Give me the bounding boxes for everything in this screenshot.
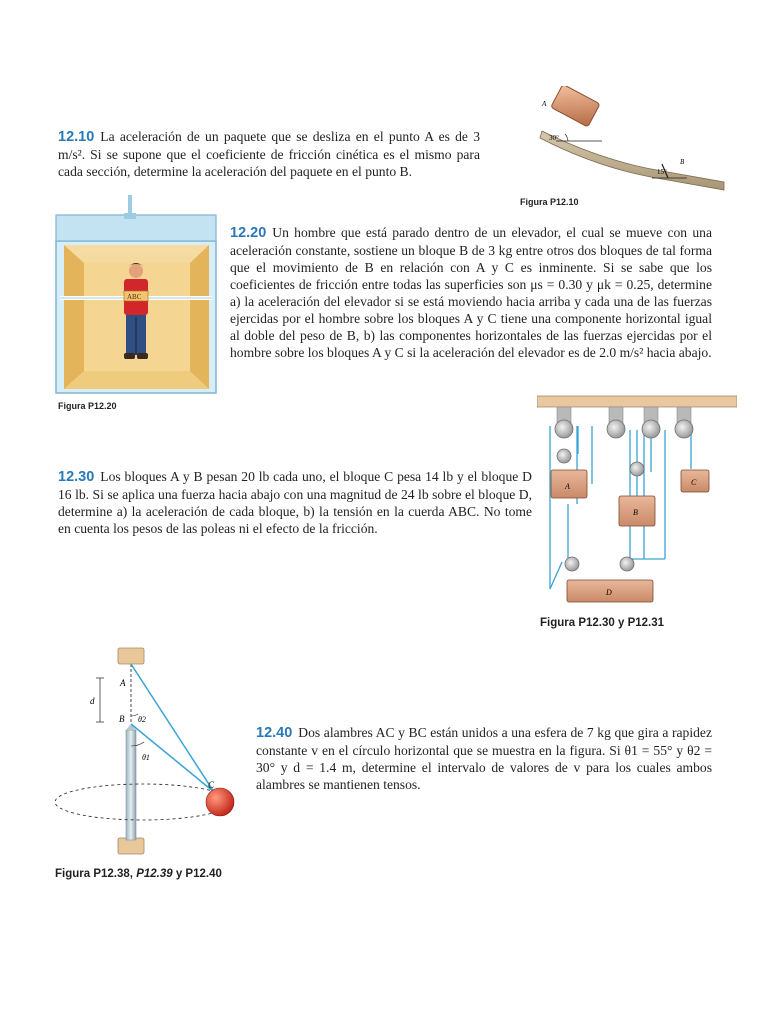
problem-number: 12.10: [58, 129, 95, 145]
label-theta1: θ1: [142, 753, 150, 762]
label-c: C: [691, 478, 697, 487]
problem-text: Los bloques A y B pesan 20 lb cada uno, el bloque C pesa 14 lb y el bloque D 16 lb. Si se aplica una fuerza hacia abajo con una magnitud de 24 lb sobre el bloque D, determine a) la aceleración de cada bloque, b) la tensión en la cuerda ABC. No tome en cuenta los pesos de las poleas ni el efecto de la fricción.: [58, 469, 532, 536]
caption-part: Figura P12.38,: [55, 868, 137, 880]
blocks-label: ABC: [127, 293, 142, 301]
problem-12-40: [256, 724, 712, 793]
problem-number: 12.30: [58, 469, 95, 485]
label-b: B: [119, 714, 125, 724]
figure-p12-40-sphere: [50, 642, 260, 864]
label-b: B: [633, 508, 638, 517]
figure-caption: Figura P12.20: [58, 401, 117, 411]
figure-caption: Figura P12.10: [520, 197, 579, 207]
problem-number: 12.20: [230, 225, 267, 241]
figure-p12-10: [512, 86, 734, 196]
label-c: C: [208, 780, 215, 790]
label-a: A: [565, 482, 570, 491]
label-d: d: [90, 696, 95, 706]
problem-text: Dos alambres AC y BC están unidos a una esfera de 7 kg que gira a rapidez constante v en el círculo horizontal que se muestra en la figura. Si θ1 = 55° y θ2 = 30° y d = 1.4 m, determine el intervalo de valores de v para los cuales ambos alambres se mantienen tensos.: [256, 725, 712, 792]
problem-12-10: [58, 128, 480, 180]
package-box: [551, 86, 600, 127]
figure-caption: Figura P12.30 y P12.31: [540, 617, 665, 629]
label-d: D: [606, 588, 612, 597]
problem-text: La aceleración de un paquete que se desliza en el punto A es de 3 m/s². Si se supone que el coeficiente de fricción cinética es el mismo para cada sección, determine la aceleración del paquete en el punto B.: [58, 129, 480, 179]
problem-number: 12.40: [256, 725, 293, 741]
label-angle-15: 15°: [657, 168, 667, 176]
sphere: [206, 788, 234, 816]
label-angle-30: 30°: [549, 134, 559, 142]
caption-part-italic: P12.39: [136, 868, 173, 880]
figure-p12-20-elevator: [54, 193, 219, 396]
problem-12-20: [230, 224, 712, 361]
problem-text: Un hombre que está parado dentro de un elevador, el cual se mueve con una aceleración constante, sostiene un bloque B de 3 kg entre otros dos bloques de tal forma que el movimiento de B en relación con A y C es inminente. Si se sabe que los coeficientes de fricción entre todas las superficies son μs = 0.30 y μk = 0.25, determine a) la aceleración del elevador si se está moviendo hacia arriba y cada una de las fuerzas ejercidas por el hombre sobre los bloques A y C tiene una componente horizontal igual al doble del peso de B, b) las componentes horizontales de las fuerzas ejercidas por el hombre sobre los bloques A y C si la aceleración del elevador es de 2.0 m/s² hacia abajo.: [230, 225, 712, 360]
label-b: B: [680, 158, 685, 166]
label-a: A: [542, 100, 547, 108]
problem-12-30: [58, 468, 532, 537]
label-theta2: θ2: [138, 715, 146, 724]
label-a: A: [120, 678, 126, 688]
figure-caption: [55, 868, 222, 880]
caption-part: y P12.40: [172, 868, 222, 880]
figure-p12-30-pulleys: [537, 394, 737, 612]
